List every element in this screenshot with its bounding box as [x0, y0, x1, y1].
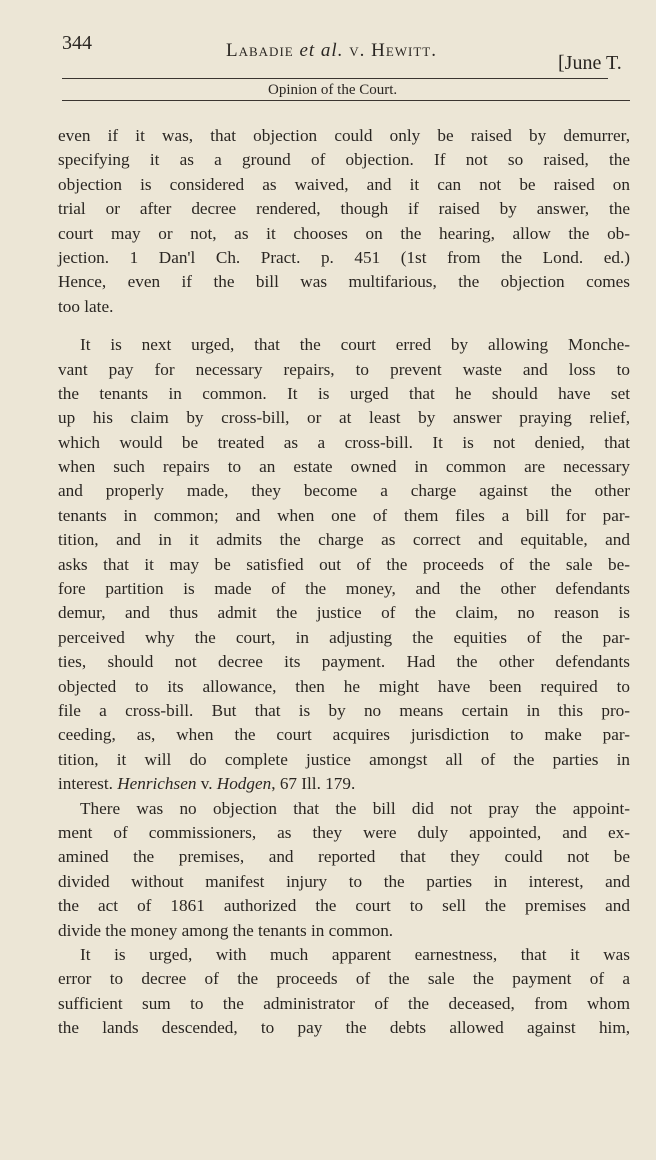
text-line: and properly made, they become a charge against the other [58, 481, 630, 501]
text-line: file a cross-bill. But that is by no means certain in this pro- [58, 700, 630, 720]
text-line: divide the money among the tenants in common. [58, 920, 394, 940]
opinion-text [58, 124, 630, 1040]
paragraph [58, 797, 630, 943]
text-line: jection. 1 Dan'l Ch. Pract. p. 451 (1st from the Lond. ed.) [58, 247, 630, 267]
text-line: ment of commissioners, as they were duly appointed, and ex- [58, 822, 630, 842]
paragraph [58, 124, 630, 319]
text-line: objected to its allowance, then he might have been required to [58, 676, 630, 696]
text-line: It is urged, with much apparent earnestness, that it was [80, 944, 630, 964]
text-line: up his claim by cross-bill, or at least by answer praying relief, [58, 408, 630, 428]
header-rule [62, 78, 608, 79]
text-line: error to decree of the proceeds of the sale the payment of a [58, 969, 630, 989]
text-line: even if it was, that objection could only be raised by demurrer, [58, 126, 630, 145]
text-line: demur, and thus admit the justice of the claim, no reason is [58, 603, 630, 623]
court-term: [June T. [558, 52, 622, 74]
paragraph [58, 333, 630, 796]
section-heading: Opinion of the Court. [268, 82, 398, 98]
text-line: tition, and in it admits the charge as correct and equitable, and [58, 530, 630, 550]
text-line: divided without manifest injury to the parties in interest, and [58, 871, 630, 891]
text-line: court may or not, as it chooses on the hearing, allow the ob- [58, 223, 630, 243]
case-title-respondent: Hewitt. [371, 40, 438, 61]
text-line: too late. [58, 296, 114, 316]
text-line: trial or after decree rendered, though if raised by answer, the [58, 199, 630, 219]
text-line: tenants in common; and when one of them files a bill for par- [58, 505, 630, 525]
text-line: when such repairs to an estate owned in common are necessary [58, 457, 630, 477]
text-line: the act of 1861 authorized the court to sell the premises and [58, 896, 630, 916]
text-line: ceeding, as, when the court acquires jurisdiction to make par- [58, 725, 630, 745]
text-line: ties, should not decree its payment. Had the other defendants [58, 652, 630, 672]
text-line: which would be treated as a cross-bill. It is not denied, that [58, 432, 630, 452]
text-line: amined the premises, and reported that they could not be [58, 847, 630, 867]
section-rule [62, 100, 630, 101]
text-line: fore partition is made of the money, and the other defendants [58, 579, 630, 599]
citation-versus: v. [196, 774, 217, 794]
citation-party: Hodgen [216, 774, 272, 794]
text-line: Hence, even if the bill was multifarious, the objection comes [58, 272, 630, 292]
text-line: objection is considered as waived, and it can not be raised on [58, 174, 630, 194]
citation-case-name: Henrichsen [117, 774, 197, 794]
citation-reporter: , 67 Ill. 179. [271, 774, 356, 794]
text-line: perceived why the court, in adjusting the equities of the par- [58, 627, 630, 647]
page-number: 344 [62, 32, 92, 54]
case-title [226, 40, 437, 62]
paragraph [58, 943, 630, 1041]
case-title-etal: et al. [299, 40, 344, 61]
text-line: tition, it will do complete justice amongst all of the parties in [58, 749, 630, 769]
text-line: vant pay for necessary repairs, to prevent waste and loss to [58, 359, 630, 379]
text-line: asks that it may be satisfied out of the proceeds of the sale be- [58, 554, 630, 574]
text-line: There was no objection that the bill did not pray the appoint- [80, 798, 630, 818]
citation-line [58, 772, 630, 796]
text-line: sufficient sum to the administrator of the deceased, from whom [58, 993, 630, 1013]
case-title-party: Labadie [226, 40, 300, 61]
text-line: specifying it as a ground of objection. If not so raised, the [58, 150, 630, 170]
paragraph-gap [58, 319, 630, 333]
case-title-versus: v. [343, 40, 372, 61]
text-line: It is next urged, that the court erred by allowing Monche- [80, 335, 630, 355]
text-line: the tenants in common. It is urged that he should have set [58, 383, 630, 403]
citation-prefix: interest. [58, 774, 118, 794]
text-line: the lands descended, to pay the debts allowed against him, [58, 1018, 630, 1038]
